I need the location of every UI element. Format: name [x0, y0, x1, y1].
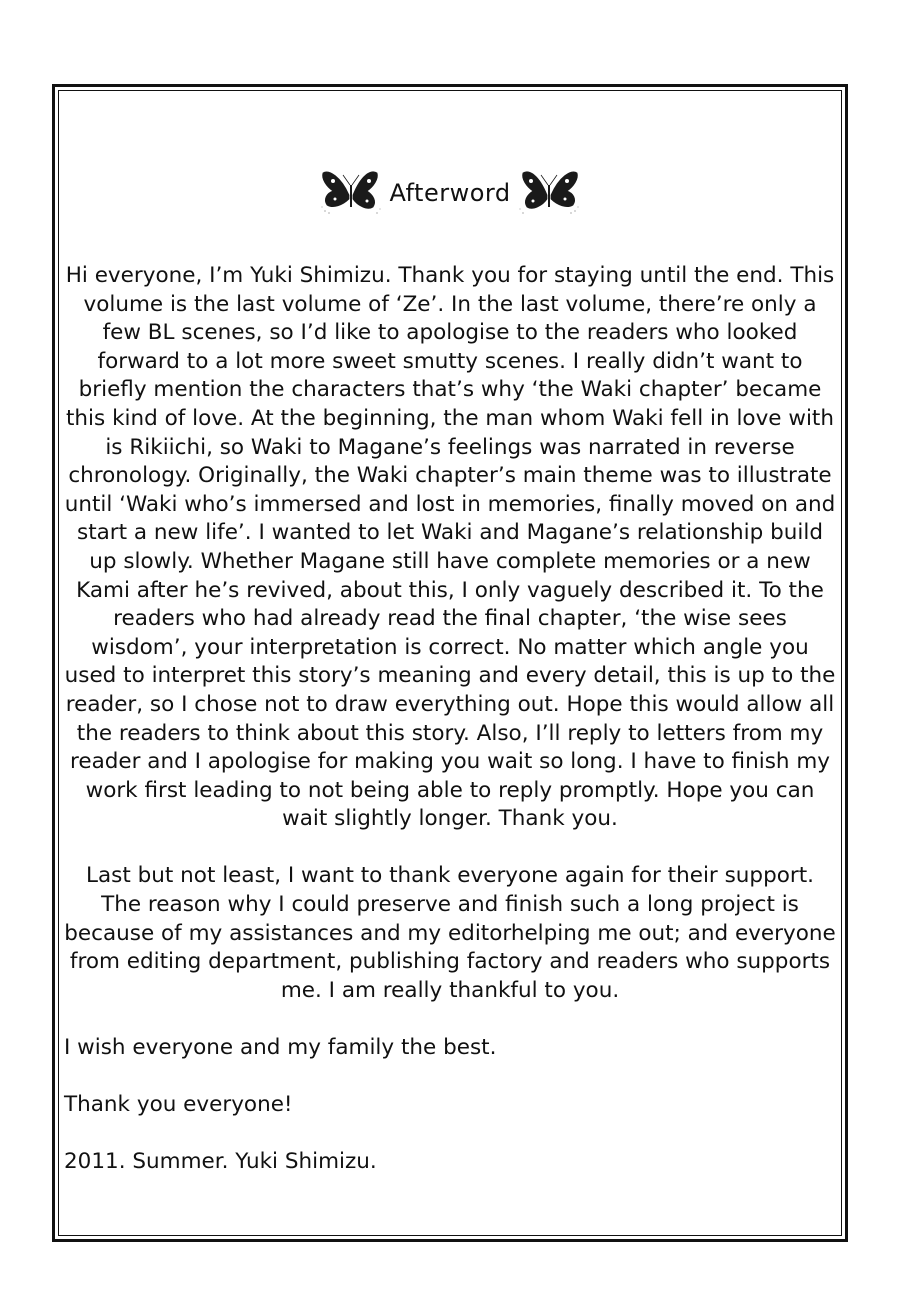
butterfly-icon [319, 167, 383, 219]
heading-row [0, 168, 900, 218]
paragraph-main: Hi everyone, I’m Yuki Shimizu. Thank you for staying until the end. This volume is the last volume of ‘Ze’. In the last volume, there’re only a few BL scenes, so I’d like to apologise to the readers who looked forward to a lot more sweet smutty scenes. I really didn’t want to briefly mention the characters that’s why ‘the Waki chapter’ became this kind of love. At the beginning, the man whom Waki fell in love with is Rikiichi, so Waki to Magane’s feelings was narrated in reverse chronology. Originally, the Waki chapter’s main theme was to illustrate until ‘Waki who’s immersed and lost in memories, finally moved on and start a new life’. I wanted to let Waki and Magane’s relationship build up slowly. Whether Magane still have complete memories or a new Kami after he’s revived, about this, I only vaguely described it. To the readers who had already read the final chapter, ‘the wise sees wisdom’, your interpretation is correct. No matter which angle you used to interpret this story’s meaning and every detail, this is up to the reader, so I chose not to draw everything out. Hope this would allow all the readers to think about this story. Also, I’ll reply to letters from my reader and I apologise for making you wait so long. I have to finish my work first leading to not being able to reply promptly. Hope you can wait slightly longer. Thank you. [64, 263, 836, 832]
signature-line: 2011. Summer. Yuki Shimizu. [64, 1149, 377, 1175]
afterword-body [64, 262, 836, 1177]
butterfly-icon [517, 167, 581, 219]
paragraph-wish: I wish everyone and my family the best. [64, 1035, 497, 1061]
paragraph-thanks: Last but not least, I want to thank everyone again for their support. The reason why I could preserve and finish such a long project is because of my assistances and my editorhelping me out; and everyone from editing department, publishing factory and readers who supports me. I am really thankful to you. [64, 863, 836, 1003]
paragraph-thank-you: Thank you everyone! [64, 1092, 293, 1118]
page-title: Afterword [389, 179, 511, 207]
